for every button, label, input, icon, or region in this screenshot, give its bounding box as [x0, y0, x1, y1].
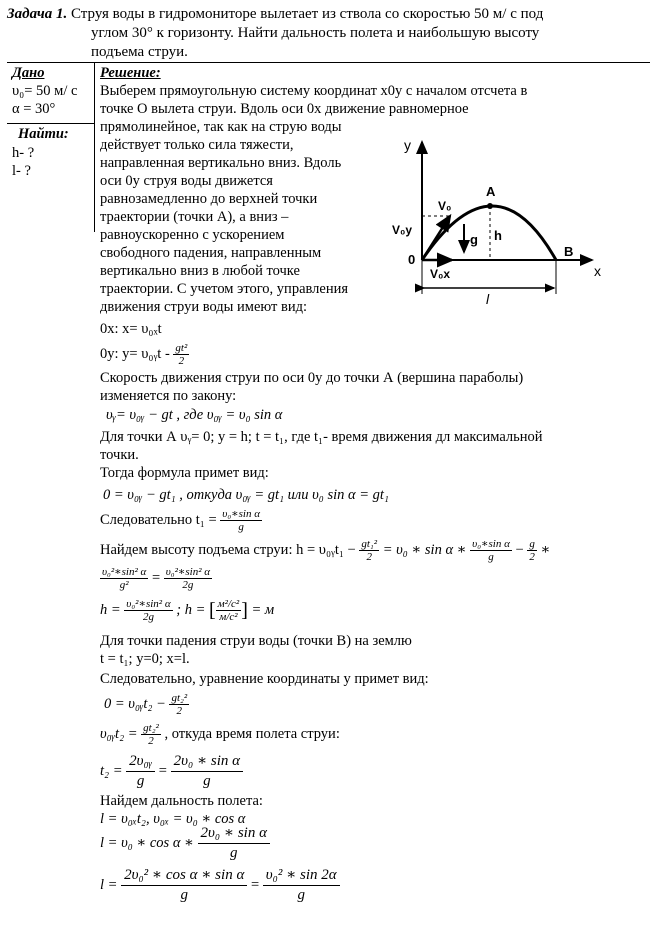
p1-line: оси 0у струя воды движется — [100, 173, 273, 189]
h-frac: $\frac{\text{υ₀²∗sin² α}}{2g}$ — [126, 598, 171, 623]
range-l3-frac1: $\frac{\text{2υ₀² ∗ cos α ∗ sin α}}{g}$ — [121, 866, 247, 905]
g-label: g — [470, 232, 478, 247]
t1-line: Следовательно t₁ = $\frac{\text{υ₀∗sin α}}{g}$ — [100, 508, 260, 533]
p1-line: траектории (точки А), а вниз – — [100, 209, 289, 225]
given-v0: υ₀= 50 м/ с — [12, 83, 78, 99]
p1-line: равнозамедленно до верхней точки — [100, 191, 318, 207]
p4-line: Для точки падения струи воды (точки В) на землю — [100, 633, 412, 649]
given-title: Дано — [12, 65, 45, 81]
p2-line: изменяется по закону: — [100, 388, 237, 404]
p1-line: прямолинейное, так как на струю воды — [100, 119, 342, 135]
p3-line: Для точки А υᵧ= 0; y = h; t = t₁, где t₁- время движения дл максимальной — [100, 429, 543, 445]
p1-line: Выберем прямоугольную систему координат х0у с началом отсчета в — [100, 83, 528, 99]
height-line: Найдем высоту подъема струи: h = υ₀ᵧt₁ − $\frac{\text{gt₁²}}{2}$ = υ₀ ∗ sin α ∗ $\frac{\text{υ₀∗sin α}}{g}$ − $\frac{g}{2}$ ∗ — [100, 538, 551, 563]
trajectory-curve — [422, 206, 556, 260]
eq-vt-frac: $\frac{\text{gt₂²}}{2}$ — [143, 722, 159, 747]
height2-frac2: $\frac{\text{υ₀²∗sin² α}}{2g}$ — [165, 566, 211, 591]
height-frac3: $\frac{g}{2}$ — [529, 538, 535, 563]
point-a-marker — [487, 203, 493, 209]
p1-line: направленная вертикально вниз. Вдоль — [100, 155, 342, 171]
h-units-frac: $\frac{\text{м²/с²}}{\text{м/с²}}$ — [217, 598, 240, 623]
l-label: l — [486, 291, 490, 307]
given-divider — [94, 62, 95, 232]
t2-formula: t₂ = $\frac{\text{2υ₀ᵧ}}{g}$ = $\frac{\text{2υ₀ ∗ sin α}}{g}$ — [100, 752, 243, 791]
eq-vy: υᵧ= υ₀ᵧ − gt , где υ₀ᵧ = υ₀ sin α — [106, 407, 283, 423]
p1-line: действует только сила тяжести, — [100, 137, 294, 153]
solution-title: Решение: — [100, 65, 161, 81]
p1-line: движения струи воды имеют вид: — [100, 299, 308, 315]
given-alpha: α = 30° — [12, 101, 56, 117]
height-frac2: $\frac{\text{υ₀∗sin α}}{g}$ — [472, 538, 510, 563]
eq-y-left: 0y: y= υ₀ᵧt - — [100, 345, 170, 362]
axis-y-label: y — [404, 137, 411, 153]
range-l3-frac2: $\frac{\text{υ₀² ∗ sin 2α}}{g}$ — [263, 866, 340, 905]
range-l2-frac: $\frac{\text{2υ₀ ∗ sin α}}{g}$ — [198, 824, 270, 863]
t1-fraction: $\frac{\text{υ₀∗sin α}}{g}$ — [222, 508, 260, 533]
p4-line: t = t₁; y=0; x=l. — [100, 651, 190, 667]
origin-label: 0 — [408, 252, 416, 267]
point-a-label: A — [486, 184, 496, 199]
range-intro: Найдем дальность полета: — [100, 793, 263, 809]
eq-zero-frac: $\frac{\text{gt₂²}}{2}$ — [171, 692, 188, 717]
eq-y-fraction: $\frac{\text{gt²}}{2}$ — [175, 342, 188, 367]
task-text-line1: Струя воды в гидромониторе вылетает из ствола со скоростью 50 м/ с под — [71, 6, 544, 22]
task-label: Задача 1. — [7, 6, 68, 22]
range-l3: l = $\frac{\text{2υ₀² ∗ cos α ∗ sin α}}{g}$ = $\frac{\text{υ₀² ∗ sin 2α}}{g}$ — [100, 866, 340, 905]
task-header — [7, 5, 543, 23]
find-title: Найти: — [18, 126, 69, 142]
height2-frac1: $\frac{\text{υ₀²∗sin² α}}{\text{g²}}$ — [102, 566, 147, 591]
p4-line: Следовательно, уравнение координаты у примет вид: — [100, 671, 429, 687]
p3-line: Тогда формула примет вид: — [100, 465, 269, 481]
v0-vector — [422, 216, 450, 260]
find-h: h- ? — [12, 145, 35, 161]
v0x-label: V₀x — [430, 267, 451, 281]
p1-line: равноускоренно с ускорением — [100, 227, 285, 243]
eq-vt: υ₀ᵧt₂ = $\frac{\text{gt₂²}}{2}$ , откуда время полета струи: — [100, 722, 340, 747]
eq-y — [100, 342, 189, 367]
p1-line: вертикально вниз в любой точке — [100, 263, 300, 279]
v0y-label: V₀y — [392, 223, 413, 237]
eq-x: 0x: x= υ₀ₓt — [100, 321, 162, 337]
trajectory-diagram — [380, 132, 610, 307]
height-frac1: $\frac{\text{gt₁²}}{2}$ — [361, 538, 378, 563]
header-divider — [7, 62, 650, 63]
h-label: h — [494, 228, 502, 243]
find-l: l- ? — [12, 163, 31, 179]
p1-line: точке О вылета струи. Вдоль оси 0х движение равномерное — [100, 101, 469, 117]
t2-frac2: $\frac{\text{2υ₀ ∗ sin α}}{g}$ — [171, 752, 243, 791]
axis-x-label: x — [594, 263, 601, 279]
range-l2: l = υ₀ ∗ cos α ∗ $\frac{\text{2υ₀ ∗ sin α}}{g}$ — [100, 824, 270, 863]
point-b-label: B — [564, 244, 574, 259]
range-l1: l = υ₀ₓt₂, υ₀ₓ = υ₀ ∗ cos α — [100, 811, 246, 827]
task-text-line2: углом 30° к горизонту. Найти дальность полета и наибольшую высоту — [91, 25, 540, 41]
t2-frac1: $\frac{\text{2υ₀ᵧ}}{g}$ — [126, 752, 155, 791]
p1-line: траектории. С учетом этого, управления — [100, 281, 349, 297]
h-formula: h = $\frac{\text{υ₀²∗sin² α}}{2g}$ ; h = [ $\frac{\text{м²/с²}}{\text{м/с²}}$ ] = м — [100, 598, 275, 623]
p3-line: точки. — [100, 447, 139, 463]
p1-line: свободного падения, направленным — [100, 245, 322, 261]
given-find-divider — [7, 123, 94, 124]
p2-line: Скорость движения струи по оси 0у до точки А (вершина параболы) — [100, 370, 524, 386]
eq-t1: 0 = υ₀ᵧ − gt₁ , откуда υ₀ᵧ = gt₁ или υ₀ sin α = gt₁ — [103, 487, 389, 503]
v0-label: V₀ — [438, 199, 452, 213]
height-line2: $\frac{\text{υ₀²∗sin² α}}{\text{g²}}$ = $\frac{\text{υ₀²∗sin² α}}{2g}$ — [102, 566, 211, 591]
task-text-line3: подъема струи. — [91, 44, 188, 60]
eq-zero: 0 = υ₀ᵧt₂ − $\frac{\text{gt₂²}}{2}$ — [104, 692, 188, 717]
